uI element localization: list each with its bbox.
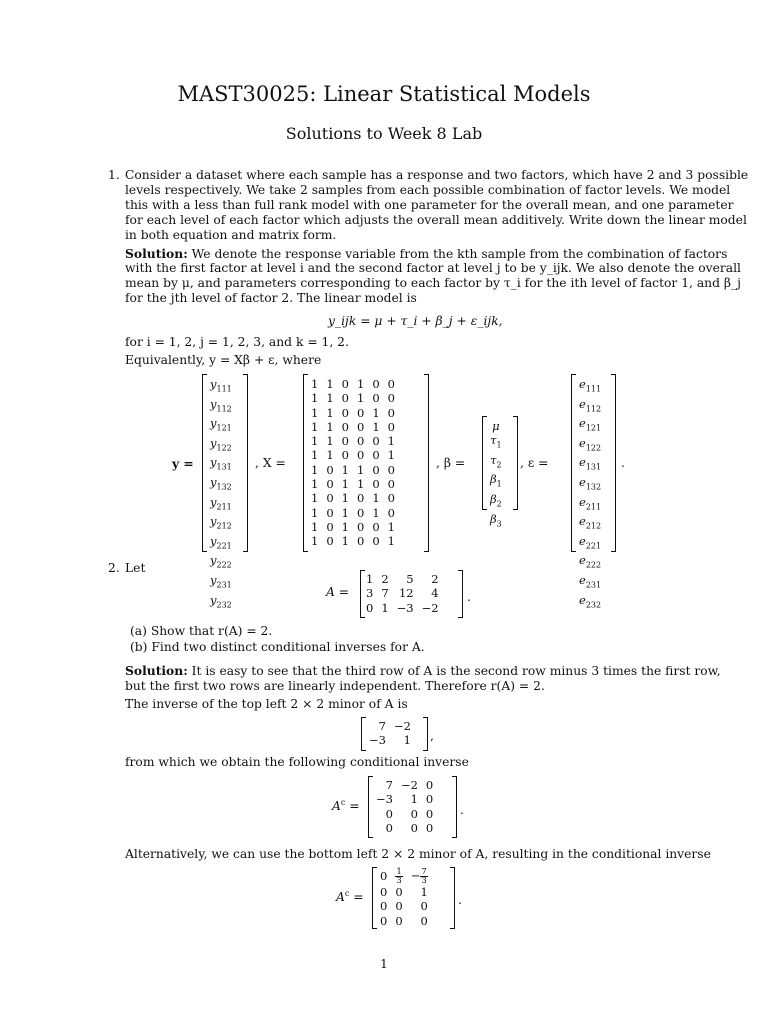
question-2-number: 2.: [108, 561, 120, 575]
vector-entry: $e_{231}$: [579, 572, 602, 590]
matrix-cell: 1: [341, 505, 349, 520]
minor-inverse-right-bracket: [423, 717, 428, 751]
matrix-cell: [391, 868, 406, 885]
q2-solution-label: Solution:: [125, 663, 188, 678]
q1-model-equation: y_ijk = μ + τ_i + β_j + ε_ijk,: [328, 314, 503, 328]
vector-entry: $e_{212}$: [579, 514, 602, 531]
epsilon-vector: [575, 377, 605, 612]
matrix-cell: 0: [356, 491, 365, 506]
matrix-row: [307, 377, 399, 391]
matrix-cell: 1: [403, 733, 411, 748]
q2-part-b: (b) Find two distinct conditional inverses for A.: [130, 640, 425, 654]
matrix-cell: 1: [372, 491, 380, 506]
vector-row: [206, 534, 236, 554]
q2-solution-line-1: [125, 663, 721, 679]
matrix-cell: 1: [341, 534, 349, 549]
matrix-cell: 0: [326, 505, 334, 520]
matrix-row: [362, 586, 443, 600]
matrix-cell: 7: [381, 586, 389, 601]
vector-row: [486, 419, 506, 433]
matrix-cell: 0: [356, 434, 365, 449]
vector-row: [206, 475, 236, 495]
vector-row: [486, 433, 506, 453]
vector-row: [575, 553, 605, 573]
matrix-row: [307, 520, 399, 534]
q2-inverse-line: The inverse of the top left 2 × 2 minor of A is: [125, 697, 408, 711]
matrix-cell: 0: [356, 519, 365, 534]
matrix-cell: 0: [341, 391, 349, 406]
matrix-cell: − $\frac{7}{3}$: [410, 867, 427, 886]
vector-entry: $\beta_2$: [490, 492, 502, 509]
matrix-cell: 0: [341, 419, 349, 434]
matrix-cell: 1: [326, 377, 334, 391]
vector-entry: $e_{232}$: [579, 592, 602, 609]
q2-let: Let: [125, 561, 146, 575]
q1-index-range: for i = 1, 2, j = 1, 2, 3, and k = 1, 2.: [125, 335, 349, 349]
matrix-cell: 0: [341, 405, 349, 420]
q1-text-line-4: for each level of each factor which adjusts the overall mean additively. Write down the linear model: [125, 213, 747, 227]
matrix-cell: 7: [378, 719, 386, 733]
matrix-cell: 1: [311, 405, 319, 420]
matrix-cell: −2: [421, 600, 439, 615]
minor-inverse-matrix: [365, 719, 415, 748]
matrix-cell: 0: [425, 792, 434, 807]
vector-entry: $e_{121}$: [579, 416, 602, 433]
matrix-cell: 1: [420, 885, 428, 899]
matrix-cell: 1: [326, 419, 334, 434]
vector-row: [575, 436, 605, 456]
conditional-inverse-2-label: $A^c$ =: [336, 889, 364, 905]
matrix-cell: 0: [395, 899, 403, 914]
q1-end-period: .: [621, 456, 625, 470]
vector-row: [206, 455, 236, 475]
matrix-cell: 1: [311, 419, 319, 434]
matrix-cell: 0: [380, 899, 388, 914]
vector-entry: $e_{211}$: [579, 494, 602, 511]
matrix-cell: 2: [381, 572, 389, 586]
matrix-row: [372, 821, 437, 835]
vector-entry: $y_{211}$: [210, 494, 232, 511]
matrix-row: [307, 448, 399, 462]
matrix-cell: 1: [326, 391, 334, 406]
matrix-cell: 1: [311, 534, 319, 549]
vector-entry: $e_{131}$: [579, 455, 602, 472]
matrix-row: [307, 491, 399, 505]
q1-solution-text-1: We denote the response variable from the kth sample from the combination of factors: [187, 247, 728, 261]
matrix-cell: 1: [311, 434, 319, 449]
matrix-row: [307, 434, 399, 448]
matrix-row: [307, 506, 399, 520]
matrix-cell: 0: [326, 477, 334, 492]
matrix-cell: 0: [326, 462, 334, 477]
matrix-cell: 0: [410, 820, 418, 835]
vector-row: [486, 512, 506, 532]
matrix-cell: 0: [372, 534, 380, 549]
vector-row: [206, 436, 236, 456]
matrix-cell: −3: [369, 733, 386, 748]
conditional-inverse-1-matrix: [372, 778, 437, 835]
matrix-cell: 0: [372, 519, 380, 534]
matrix-cell: 4: [431, 586, 439, 601]
matrix-cell: 0: [387, 391, 395, 406]
vector-entry: $e_{111}$: [579, 377, 602, 394]
vector-entry: $y_{121}$: [210, 416, 232, 433]
q2-obtain-line: from which we obtain the following conditional inverse: [125, 755, 469, 769]
vector-entry: $e_{122}$: [579, 435, 602, 453]
q1-solution-line-3: mean by μ, and parameters corresponding to each factor by τ_i for the ith level of factor 1, and β_j: [125, 276, 741, 290]
design-matrix-x: [307, 377, 399, 549]
matrix-cell: 1: [341, 519, 349, 534]
vector-row: [575, 534, 605, 554]
matrix-cell: 0: [372, 391, 380, 406]
vector-entry: $y_{232}$: [210, 592, 232, 609]
matrix-cell: 0: [326, 519, 334, 534]
vector-entry: $e_{222}$: [579, 553, 602, 570]
matrix-cell: 1: [387, 519, 395, 534]
matrix-cell: 1: [341, 491, 349, 506]
matrix-row: [307, 391, 399, 405]
vector-row: [575, 377, 605, 397]
matrix-cell: 0: [387, 477, 395, 492]
vector-entry: $\tau_2$: [490, 452, 502, 470]
y-vector-right-bracket: [243, 374, 248, 552]
matrix-cell: 0: [420, 899, 428, 914]
matrix-cell: 1: [311, 448, 319, 463]
conditional-inverse-2-right-bracket: [450, 867, 455, 929]
matrix-cell: 0: [356, 419, 365, 434]
matrix-row: [376, 899, 432, 913]
vector-entry: $y_{222}$: [210, 553, 232, 570]
vector-row: [206, 593, 236, 613]
vector-row: [486, 472, 506, 492]
epsilon-vector-label: , ε =: [520, 456, 549, 470]
vector-entry: $y_{132}$: [210, 474, 232, 492]
matrix-cell: 0: [387, 405, 395, 420]
matrix-cell: 1: [410, 792, 418, 807]
conditional-inverse-2-period: .: [458, 893, 462, 907]
matrix-cell: −2: [400, 778, 418, 792]
matrix-cell: 1: [387, 534, 395, 549]
vector-row: [575, 514, 605, 534]
matrix-cell: 1: [326, 448, 334, 463]
epsilon-vector-right-bracket: [611, 374, 616, 552]
matrix-cell: 1: [356, 462, 365, 477]
matrix-cell: 0: [410, 806, 418, 821]
matrix-cell: 1: [311, 491, 319, 506]
matrix-row: [365, 733, 415, 747]
vector-row: [206, 377, 236, 397]
matrix-cell: 1: [311, 377, 319, 391]
question-1-number: 1.: [108, 168, 120, 182]
vector-entry: $y_{122}$: [210, 435, 232, 453]
matrix-cell: 0: [420, 913, 428, 928]
q1-text-line-2: levels respectively. We take 2 samples from each possible combination of factor levels. We model: [125, 183, 731, 197]
matrix-row: [362, 601, 443, 615]
matrix-cell: −3: [376, 792, 393, 807]
matrix-cell: 0: [326, 491, 334, 506]
conditional-inverse-1-period: .: [460, 803, 464, 817]
matrix-cell: 1: [311, 477, 319, 492]
matrix-cell: 0: [356, 534, 365, 549]
q1-text-line-1: Consider a dataset where each sample has a response and two factors, which have 2 and 3 possible: [125, 168, 749, 182]
matrix-cell: 1: [326, 405, 334, 420]
matrix-cell: 0: [372, 377, 380, 391]
matrix-cell: 0: [385, 820, 393, 835]
matrix-cell: 1: [341, 462, 349, 477]
vector-entry: $\tau_1$: [490, 433, 502, 450]
a-matrix-right-bracket: [458, 570, 463, 618]
matrix-cell: 0: [387, 491, 395, 506]
vector-entry: $y_{111}$: [210, 377, 232, 394]
matrix-cell: 2: [431, 572, 439, 586]
matrix-cell: 0: [341, 377, 349, 391]
vector-row: [575, 455, 605, 475]
vector-row: [206, 495, 236, 515]
matrix-row: [376, 868, 432, 885]
matrix-cell: 1: [356, 377, 365, 391]
fraction: $\frac{1}{3}$: [396, 867, 402, 886]
vector-entry: $y_{131}$: [210, 455, 232, 472]
vector-entry: $y_{112}$: [210, 396, 232, 413]
matrix-a: [362, 572, 443, 615]
matrix-cell: 0: [341, 448, 349, 463]
matrix-cell: 1: [387, 434, 395, 449]
matrix-cell: 0: [356, 505, 365, 520]
beta-vector-label: , β =: [436, 456, 466, 470]
matrix-cell: 0: [356, 405, 365, 420]
vector-row: [206, 553, 236, 573]
fraction: $\frac{7}{3}$: [421, 867, 427, 886]
matrix-cell: 1: [326, 434, 334, 449]
matrix-cell: 0: [372, 448, 380, 463]
matrix-cell: 0: [380, 913, 388, 928]
q2-part-a: (a) Show that r(A) = 2.: [130, 624, 273, 638]
matrix-cell: 1: [341, 477, 349, 492]
matrix-cell: 1: [311, 391, 319, 406]
matrix-row: [307, 420, 399, 434]
vector-row: [575, 416, 605, 436]
matrix-cell: 1: [387, 448, 395, 463]
vector-entry: $y_{221}$: [210, 533, 232, 551]
vector-entry: $\beta_3$: [490, 511, 502, 528]
matrix-cell: 0: [425, 806, 434, 821]
vector-row: [486, 453, 506, 473]
page-subtitle: Solutions to Week 8 Lab: [285, 124, 483, 143]
matrix-cell: 0: [387, 377, 395, 391]
x-matrix-label: , X =: [255, 456, 286, 470]
vector-row: [575, 495, 605, 515]
matrix-row: [307, 477, 399, 491]
beta-vector-right-bracket: [513, 416, 518, 510]
conditional-inverse-2-matrix: [376, 868, 432, 928]
q1-equivalent-line: Equivalently, y = Xβ + ε, where: [125, 353, 322, 367]
vector-row: [486, 492, 506, 512]
vector-entry: $e_{132}$: [579, 474, 602, 492]
matrix-cell: 1: [356, 477, 365, 492]
y-vector: [206, 377, 236, 612]
a-matrix-label: A =: [326, 585, 350, 599]
matrix-cell: 5: [406, 572, 414, 586]
minor-inverse-comma: ,: [430, 729, 434, 743]
vector-entry: $e_{112}$: [579, 396, 602, 413]
q1-text-line-5: in both equation and matrix form.: [125, 228, 337, 242]
matrix-cell: 3: [366, 586, 374, 601]
page-number: 1: [380, 957, 388, 971]
vector-entry: μ: [492, 419, 500, 433]
vector-entry: $\beta_1$: [490, 472, 502, 489]
page-title: MAST30025: Linear Statistical Models: [177, 82, 591, 106]
matrix-row: [372, 778, 437, 792]
matrix-cell: −2: [393, 719, 411, 733]
matrix-cell: 0: [387, 419, 395, 434]
q2-solution-text-1: It is easy to see that the third row of A is the second row minus 3 times the first row,: [187, 664, 721, 678]
matrix-row: [307, 534, 399, 548]
vector-entry: $y_{212}$: [210, 514, 232, 531]
matrix-cell: 1: [372, 505, 380, 520]
matrix-cell: 0: [387, 462, 395, 477]
matrix-cell: −3: [396, 600, 414, 615]
a-matrix-period: .: [467, 590, 471, 604]
matrix-cell: 0: [395, 885, 403, 899]
y-vector-label: y =: [172, 456, 194, 471]
matrix-cell: 0: [395, 913, 403, 928]
matrix-cell: 0: [387, 505, 395, 520]
matrix-row: [372, 807, 437, 821]
matrix-row: [376, 914, 432, 928]
matrix-cell: 0: [372, 434, 380, 449]
vector-row: [206, 573, 236, 593]
matrix-cell: 0: [356, 448, 365, 463]
q2-solution-line-2: but the first two rows are linearly independent. Therefore r(A) = 2.: [125, 679, 545, 693]
matrix-cell: 0: [385, 806, 393, 821]
vector-row: [575, 593, 605, 613]
vector-row: [575, 397, 605, 417]
vector-entry: $y_{231}$: [210, 572, 232, 590]
q2-alternative-line: Alternatively, we can use the bottom left 2 × 2 minor of A, resulting in the conditional inverse: [125, 847, 711, 861]
matrix-row: [376, 885, 432, 899]
vector-row: [206, 397, 236, 417]
vector-row: [575, 573, 605, 593]
vector-row: [206, 416, 236, 436]
conditional-inverse-1-right-bracket: [452, 776, 457, 838]
matrix-cell: 0: [425, 778, 434, 792]
q1-solution-line-4: for the jth level of factor 2. The linear model is: [125, 291, 417, 305]
matrix-cell: 1: [356, 391, 365, 406]
q1-text-line-3: this with a less than full rank model with one parameter for the overall mean, and one parameter: [125, 198, 734, 212]
matrix-row: [365, 719, 415, 733]
matrix-cell: 0: [341, 434, 349, 449]
matrix-cell: 0: [380, 869, 388, 884]
matrix-cell: 1: [366, 572, 374, 586]
matrix-cell: 0: [372, 477, 380, 492]
conditional-inverse-1-label: $A^c$ =: [332, 798, 360, 814]
matrix-cell: 0: [425, 820, 434, 835]
matrix-cell: 12: [398, 586, 414, 601]
matrix-cell: 0: [372, 462, 380, 477]
matrix-row: [372, 792, 437, 806]
matrix-cell: 0: [380, 885, 388, 899]
matrix-cell: 1: [311, 505, 319, 520]
matrix-cell: 1: [311, 519, 319, 534]
x-matrix-right-bracket: [424, 374, 429, 552]
beta-vector: [486, 419, 506, 531]
matrix-cell: 1: [372, 419, 380, 434]
matrix-row: [307, 463, 399, 477]
matrix-cell: 1: [372, 405, 380, 420]
q1-solution-line-1: [125, 246, 727, 262]
matrix-cell: 1: [311, 462, 319, 477]
matrix-cell: 0: [326, 534, 334, 549]
q1-solution-line-2: with the first factor at level i and the second factor at level j to be y_ijk. We also denote the overall: [125, 261, 741, 275]
q1-solution-label: Solution:: [125, 246, 188, 261]
matrix-row: [307, 406, 399, 420]
matrix-row: [362, 572, 443, 586]
matrix-cell: 7: [385, 778, 393, 792]
vector-row: [206, 514, 236, 534]
matrix-cell: 0: [366, 600, 374, 615]
vector-row: [575, 475, 605, 495]
vector-entry: $e_{221}$: [579, 533, 602, 551]
matrix-cell: 1: [381, 600, 389, 615]
